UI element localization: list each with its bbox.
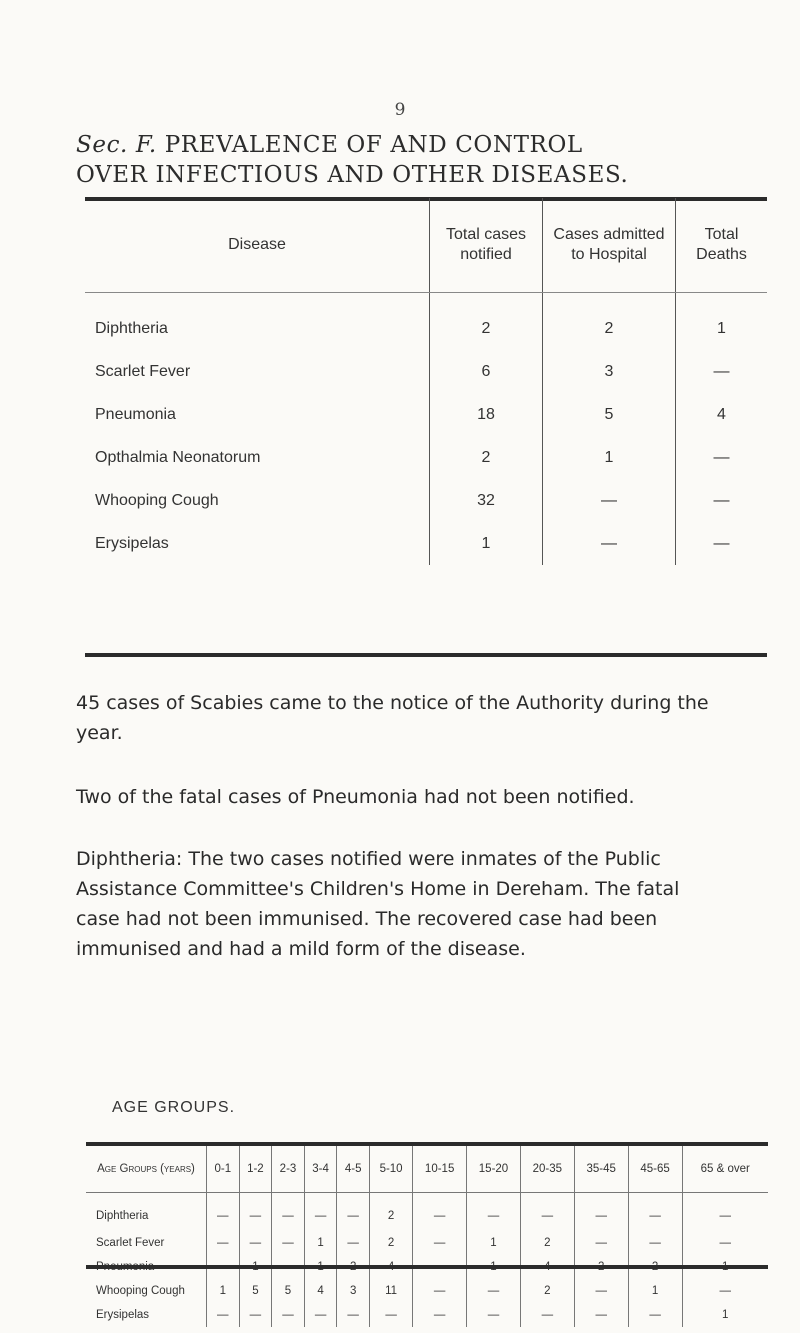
cell-value: —: [304, 1303, 337, 1327]
cell-disease: Whooping Cough: [96, 1285, 185, 1297]
cell-value: 2: [369, 1231, 412, 1255]
cell-value: —: [207, 1303, 240, 1327]
cell-hospital: 5: [543, 393, 676, 436]
cell-hospital: 2: [543, 293, 676, 351]
table2-bottom-rule: [86, 1265, 768, 1269]
header-hospital: Cases admitted to Hospital: [543, 198, 676, 293]
cell-disease: Erysipelas: [95, 534, 169, 552]
cell-disease: Whooping Cough: [95, 491, 219, 509]
cell-disease: Diphtheria: [95, 319, 168, 337]
cell-value: 1: [207, 1279, 240, 1303]
cell-disease: Pneumonia: [96, 1261, 155, 1273]
cell-deaths: 4: [676, 393, 768, 436]
table1-bottom-rule: [85, 653, 767, 657]
header-age-group: 20-35: [520, 1146, 574, 1193]
title-line-1: PREVALENCE OF AND CONTROL: [164, 132, 583, 158]
cell-value: —: [272, 1303, 305, 1327]
cell-value: —: [207, 1193, 240, 1232]
table-row: [85, 522, 767, 565]
cell-value: —: [207, 1231, 240, 1255]
header-age-group: 1-2: [239, 1146, 272, 1193]
title-line-2: OVER INFECTIOUS AND OTHER DISEASES.: [76, 162, 629, 188]
cell-value: 5: [272, 1279, 305, 1303]
cell-value: 11: [369, 1279, 412, 1303]
cell-disease: Diphtheria: [96, 1210, 149, 1222]
cell-value: 2: [574, 1255, 628, 1279]
cell-value: —: [337, 1193, 370, 1232]
cell-value: —: [369, 1303, 412, 1327]
header-age-group: 5-10: [369, 1146, 412, 1193]
header-age-group: 0-1: [207, 1146, 240, 1193]
cell-hospital: 3: [543, 350, 676, 393]
cell-value: —: [574, 1231, 628, 1255]
cell-disease: Scarlet Fever: [96, 1237, 165, 1249]
cell-deaths: 1: [676, 293, 768, 351]
cell-value: —: [574, 1279, 628, 1303]
diphtheria-paragraph: Diphtheria: The two cases notified were inmates of the Public Assistance Committee's Children's Home in Dereham. The fatal case had not been immunised. The recovered case had been immunised and had a mild form of the disease.: [76, 848, 680, 960]
cell-value: 1: [682, 1303, 768, 1327]
table-row: [85, 393, 767, 436]
disease-summary-table: [85, 198, 767, 565]
cell-value: —: [413, 1231, 467, 1255]
cell-value: —: [272, 1193, 305, 1232]
header-disease: Disease: [85, 198, 430, 293]
header-age-group: 65 & over: [682, 1146, 768, 1193]
cell-value: —: [337, 1303, 370, 1327]
cell-value: —: [628, 1231, 682, 1255]
cell-value: —: [628, 1193, 682, 1232]
cell-value: 2: [628, 1255, 682, 1279]
cell-notified: 2: [430, 436, 543, 479]
scabies-paragraph: 45 cases of Scabies came to the notice of the Authority during the year.: [76, 692, 709, 744]
cell-hospital: —: [543, 479, 676, 522]
cell-deaths: —: [676, 522, 768, 565]
cell-value: —: [272, 1255, 305, 1279]
cell-value: —: [207, 1255, 240, 1279]
cell-notified: 6: [430, 350, 543, 393]
cell-hospital: —: [543, 522, 676, 565]
cell-value: —: [413, 1279, 467, 1303]
header-age-group: 2-3: [272, 1146, 305, 1193]
table-row: [86, 1231, 768, 1255]
cell-value: —: [413, 1255, 467, 1279]
cell-value: 1: [467, 1255, 521, 1279]
page-number: 9: [394, 100, 406, 120]
header-age-group: 10-15: [413, 1146, 467, 1193]
header-age-group: 35-45: [574, 1146, 628, 1193]
cell-deaths: —: [676, 436, 768, 479]
header-age-group: 45-65: [628, 1146, 682, 1193]
cell-value: 1: [682, 1255, 768, 1279]
cell-disease: Opthalmia Neonatorum: [95, 448, 261, 466]
cell-value: —: [467, 1279, 521, 1303]
cell-notified: 2: [430, 293, 543, 351]
cell-value: —: [337, 1231, 370, 1255]
cell-value: 4: [520, 1255, 574, 1279]
cell-value: —: [239, 1231, 272, 1255]
cell-disease: Erysipelas: [96, 1309, 150, 1321]
section-label: Sec. F.: [76, 132, 157, 158]
cell-value: —: [467, 1303, 521, 1327]
cell-value: —: [413, 1303, 467, 1327]
cell-value: 4: [369, 1255, 412, 1279]
table-row: [85, 436, 767, 479]
cell-notified: 1: [430, 522, 543, 565]
header-notified: Total cases notified: [430, 198, 543, 293]
cell-deaths: —: [676, 479, 768, 522]
cell-value: —: [304, 1193, 337, 1232]
cell-hospital: 1: [543, 436, 676, 479]
cell-value: —: [574, 1303, 628, 1327]
table-row: [86, 1303, 768, 1327]
table-row: [85, 479, 767, 522]
cell-value: —: [574, 1193, 628, 1232]
cell-value: —: [239, 1193, 272, 1232]
age-groups-table: [86, 1146, 768, 1327]
cell-notified: 18: [430, 393, 543, 436]
cell-notified: 32: [430, 479, 543, 522]
header-age-group: 3-4: [304, 1146, 337, 1193]
cell-value: 1: [304, 1255, 337, 1279]
cell-value: —: [272, 1231, 305, 1255]
cell-value: —: [520, 1303, 574, 1327]
cell-value: 4: [304, 1279, 337, 1303]
cell-value: —: [413, 1193, 467, 1232]
table-row: [86, 1193, 768, 1232]
cell-value: 2: [369, 1193, 412, 1232]
header-age-group: 15-20: [467, 1146, 521, 1193]
table-header-row: [85, 198, 767, 293]
table-header-row: [86, 1146, 768, 1193]
cell-value: 1: [467, 1231, 521, 1255]
table-row: [85, 350, 767, 393]
cell-value: —: [520, 1193, 574, 1232]
header-age-group: 4-5: [337, 1146, 370, 1193]
age-groups-heading: AGE GROUPS.: [112, 1099, 236, 1116]
page-title: [76, 130, 628, 190]
header-age-groups: Age Groups (years): [86, 1146, 207, 1193]
cell-value: 1: [304, 1231, 337, 1255]
cell-deaths: —: [676, 350, 768, 393]
cell-value: 2: [520, 1231, 574, 1255]
cell-value: 2: [520, 1279, 574, 1303]
cell-value: —: [467, 1193, 521, 1232]
cell-disease: Pneumonia: [95, 405, 176, 423]
cell-value: 3: [337, 1279, 370, 1303]
cell-value: 1: [239, 1255, 272, 1279]
cell-value: —: [682, 1193, 768, 1232]
cell-value: 1: [628, 1279, 682, 1303]
pneumonia-paragraph: Two of the fatal cases of Pneumonia had not been notified.: [76, 786, 635, 808]
table-row: [86, 1279, 768, 1303]
cell-disease: Scarlet Fever: [95, 362, 191, 380]
table-row: [85, 293, 767, 351]
cell-value: 5: [239, 1279, 272, 1303]
cell-value: —: [628, 1303, 682, 1327]
cell-value: —: [682, 1231, 768, 1255]
cell-value: —: [239, 1303, 272, 1327]
header-deaths: Total Deaths: [676, 198, 768, 293]
cell-value: —: [682, 1279, 768, 1303]
cell-value: 2: [337, 1255, 370, 1279]
